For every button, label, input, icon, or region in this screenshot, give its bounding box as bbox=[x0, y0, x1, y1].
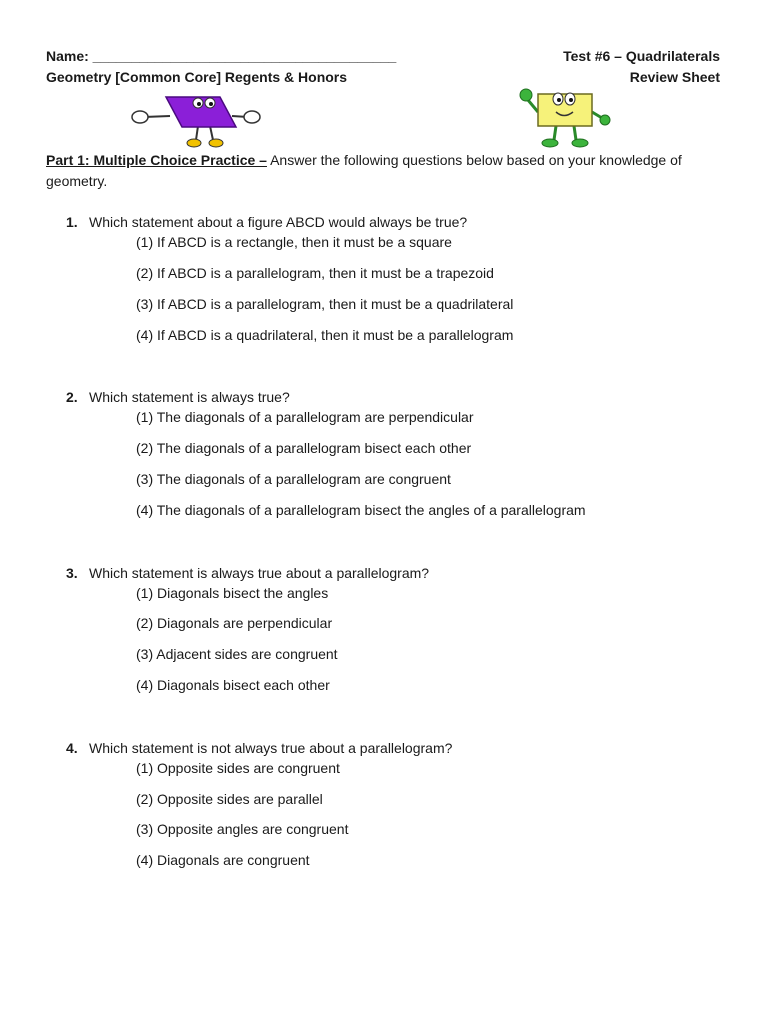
question-number: 1. bbox=[66, 214, 78, 230]
answer-choice: (2) If ABCD is a parallelogram, then it must be a trapezoid bbox=[136, 265, 494, 281]
question-2 bbox=[66, 387, 746, 518]
answer-choice: (2) Diagonals are perpendicular bbox=[136, 615, 333, 631]
answer-choice: (1) If ABCD is a rectangle, then it must be a square bbox=[136, 234, 452, 250]
answer-choice: (3) The diagonals of a parallelogram are congruent bbox=[136, 471, 451, 487]
question-text: Which statement is always true about a parallelogram? bbox=[89, 565, 430, 581]
part1-title: Part 1: Multiple Choice Practice – bbox=[46, 152, 267, 168]
answer-choice: (1) The diagonals of a parallelogram are perpendicular bbox=[136, 409, 474, 425]
question-number: 2. bbox=[66, 389, 78, 405]
answer-choice: (4) If ABCD is a quadrilateral, then it must be a parallelogram bbox=[136, 327, 514, 343]
test-title: Test #6 – Quadrilaterals bbox=[563, 48, 720, 64]
question-number: 4. bbox=[66, 740, 78, 756]
answer-choice: (4) The diagonals of a parallelogram bisect the angles of a parallelogram bbox=[136, 502, 586, 518]
question-3 bbox=[66, 563, 746, 693]
course-title: Geometry [Common Core] Regents & Honors bbox=[46, 69, 348, 85]
answer-choice: (3) Adjacent sides are congruent bbox=[136, 646, 338, 662]
question-text: Which statement about a figure ABCD would always be true? bbox=[89, 214, 468, 230]
answer-choice: (4) Diagonals are congruent bbox=[136, 852, 310, 868]
answer-choice: (3) If ABCD is a parallelogram, then it must be a quadrilateral bbox=[136, 296, 514, 312]
part1-instructions: Answer the following questions below based on your knowledge of geometry. bbox=[46, 152, 682, 189]
answer-choice: (2) Opposite sides are parallel bbox=[136, 791, 323, 807]
question-text: Which statement is always true? bbox=[89, 389, 290, 405]
answer-choice: (2) The diagonals of a parallelogram bisect each other bbox=[136, 440, 472, 456]
answer-choice: (3) Opposite angles are congruent bbox=[136, 821, 349, 837]
question-4 bbox=[66, 738, 746, 868]
answer-choice: (1) Opposite sides are congruent bbox=[136, 760, 340, 776]
answer-choice: (4) Diagonals bisect each other bbox=[136, 677, 330, 693]
question-text: Which statement is not always true about a parallelogram? bbox=[89, 740, 453, 756]
answer-choice: (1) Diagonals bisect the angles bbox=[136, 585, 329, 601]
rectangle-character-icon bbox=[516, 82, 616, 150]
question-number: 3. bbox=[66, 565, 78, 581]
review-sheet-label: Review Sheet bbox=[629, 69, 720, 85]
parallelogram-character-icon bbox=[128, 90, 262, 150]
part1-intro bbox=[46, 150, 726, 192]
name-field-label: Name: _______________________________________ bbox=[46, 48, 397, 64]
question-1 bbox=[66, 212, 746, 343]
